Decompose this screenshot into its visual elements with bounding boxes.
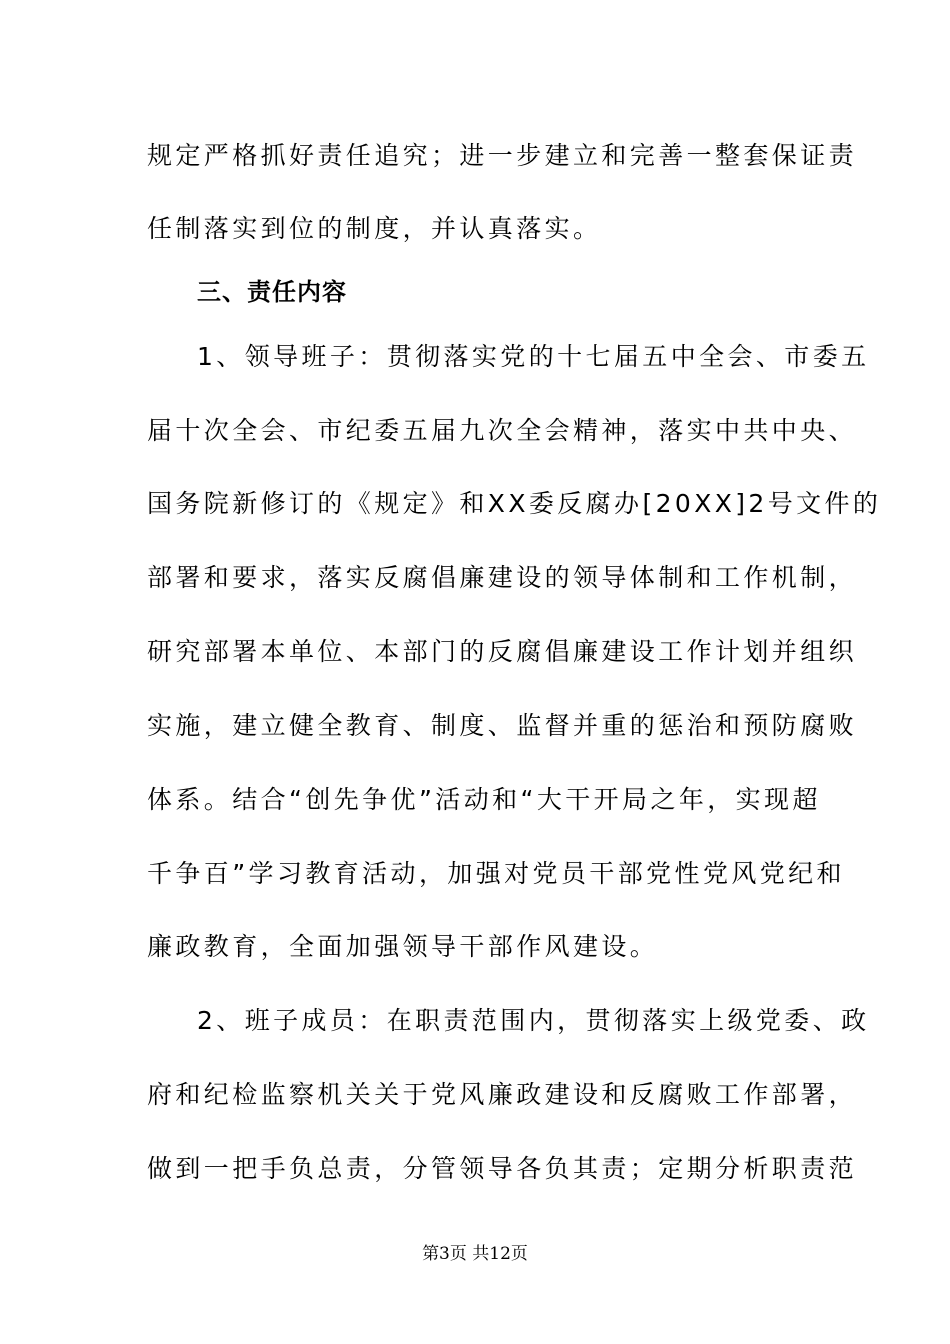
page-footer: 第3页 共12页 — [422, 1244, 528, 1264]
body-line: 实施，建立健全教育、制度、监督并重的惩治和预防腐败 — [147, 711, 858, 740]
body-line: 做到一把手负总责，分管领导各负其责；定期分析职责范 — [147, 1154, 858, 1183]
body-line: 部署和要求，落实反腐倡廉建设的领导体制和工作机制， — [147, 563, 858, 592]
body-line: 任制落实到位的制度，并认真落实。 — [147, 214, 602, 243]
body-line: 体系。结合“创先争优”活动和“大干开局之年，实现超 — [147, 785, 821, 814]
paragraph-line: 2、班子成员：在职责范围内，贯彻落实上级党委、政 — [197, 1006, 870, 1035]
body-line: 研究部署本单位、本部门的反腐倡廉建设工作计划并组织 — [147, 637, 858, 666]
body-line: 千争百”学习教育活动，加强对党员干部党性党风党纪和 — [147, 859, 845, 888]
body-line: 廉政教育，全面加强领导干部作风建设。 — [147, 932, 659, 961]
body-line: 届十次全会、市纪委五届九次全会精神，落实中共中央、 — [147, 416, 858, 445]
body-line: 国务院新修订的《规定》和XX委反腐办[20XX]2号文件的 — [147, 489, 882, 518]
body-line: 规定严格抓好责任追究；进一步建立和完善一整套保证责 — [147, 141, 858, 170]
paragraph-line: 1、领导班子：贯彻落实党的十七届五中全会、市委五 — [197, 342, 870, 371]
section-heading: 三、责任内容 — [197, 278, 347, 306]
body-line: 府和纪检监察机关关于党风廉政建设和反腐败工作部署， — [147, 1080, 858, 1109]
